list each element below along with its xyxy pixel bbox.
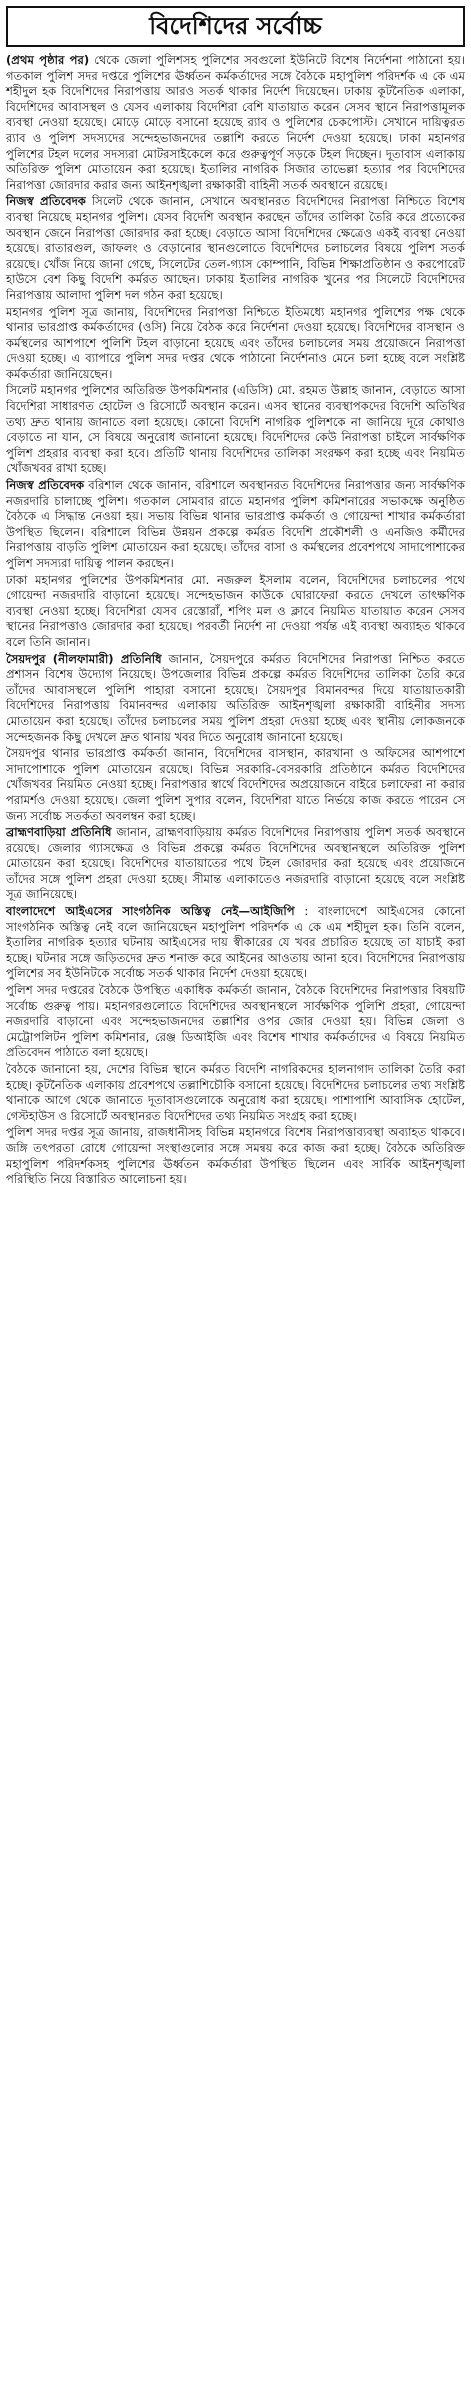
paragraph-lead: নিজস্ব প্রতিবেদক <box>6 194 86 209</box>
article-paragraph <box>6 904 465 982</box>
paragraph-text: থেকে জেলা পুলিশসহ পুলিশের সবগুলো ইউনিটে বিশেষ নির্দেশনা পাঠানো হয়। গতকাল পুলিশ সদর দপ্তরে পুলিশের ঊর্ধ্বতন কর্মকর্তাদের সঙ্গে বৈঠকে মহাপুলিশ পরিদর্শক এ কে এম শহীদুল হক বিদেশিদের নিরাপত্তায় আরও সতর্ক থাকার নির্দেশ দিয়েছেন। ঢাকায় কূটনৈতিক এলাকা, বিদেশিদের আবাসস্থল ও যেসব এলাকায় বিদেশিরা বেশি যাতায়াত করেন সেসব স্থানে নিরাপত্তামূলক ব্যবস্থা নেওয়া হয়েছে। মোড়ে মোড়ে বসানো হয়েছে র‍্যাব ও পুলিশের চেকপোস্ট। সেখানে দায়িত্বরত র‍্যাব ও পুলিশ সদস্যদের সন্দেহভাজনদের তল্লাশি করতে নির্দেশ দেওয়া হয়েছে। ঢাকা মহানগর পুলিশের টহল দলের সদস্যরা মোটরসাইকেলে করে গুরুত্বপূর্ণ সড়কে টহল দিচ্ছেন। দূতাবাস এলাকায় অতিরিক্ত পুলিশ মোতায়েন করা হয়েছে। ইতালির নাগরিক সিজার তাভেল্লা হত্যার পর বিদেশিদের নিরাপত্তা জোরদার করার জন্য আইনশৃঙ্খলা রক্ষাকারী বাহিনী সতর্ক অবস্থানে রয়েছে। <box>6 53 465 192</box>
paragraph-lead: বাংলাদেশে আইএসের সাংগঠনিক অস্তিত্ব নেই—আইজিপি <box>6 904 295 919</box>
article-paragraph <box>6 383 465 477</box>
article-paragraph <box>6 305 465 383</box>
paragraph-text: বরিশাল থেকে জানান, বরিশালে অবস্থানরত বিদেশিদের নিরাপত্তার জন্য সার্বক্ষণিক নজরদারি চালাচ্ছে পুলিশ। গতকাল সোমবার রাতে মহানগর পুলিশ কমিশনারের সভাকক্ষে অনুষ্ঠিত বৈঠকে এ সিদ্ধান্ত নেওয়া হয়। সভায় বিভিন্ন থানার ভারপ্রাপ্ত কর্মকর্তা ও গোয়েন্দা শাখার কর্মকর্তারা উপস্থিত ছিলেন। বরিশালে বিভিন্ন উন্নয়ন প্রকল্পে কর্মরত বিদেশি প্রকৌশলী ও এনজিও কর্মীদের নিরাপত্তায় বাড়তি পুলিশ মোতায়েন করা হয়েছে। তাঁদের বাসা ও কর্মস্থলের প্রবেশপথে সাদাপোশাকের পুলিশ সদস্যরা দায়িত্ব পালন করছেন। <box>6 478 465 570</box>
paragraph-text: বৈঠকে জানানো হয়, দেশের বিভিন্ন স্থানে কর্মরত বিদেশি নাগরিকদের হালনাগাদ তালিকা তৈরি করা হচ্ছে। কূটনৈতিক এলাকায় প্রবেশপথে তল্লাশিচৌকি বসানো হয়েছে। বিদেশিদের চলাচলের তথ্য সংশ্লিষ্ট থানাকে আগে থেকে জানাতে দূতাবাসগুলোকে অনুরোধ করা হয়েছে। পাশাপাশি আবাসিক হোটেল, গেস্টহাউস ও রিসোর্টে অবস্থানরত বিদেশিদের তথ্য নিয়মিত সংগ্রহ করা হচ্ছে। <box>6 1062 465 1123</box>
paragraph-text: সৈয়দপুর থানার ভারপ্রাপ্ত কর্মকর্তা জানান, বিদেশিদের বাসস্থান, কারখানা ও অফিসের আশপাশে সাদাপোশাকে পুলিশ মোতায়েন রয়েছে। বিভিন্ন সরকারি-বেসরকারি প্রতিষ্ঠানে কর্মরত বিদেশিদের খোঁজখবর নিয়মিত নেওয়া হচ্ছে। নিরাপত্তার স্বার্থে বিদেশিদের অপ্রয়োজনে বাইরে চলাফেরা না করার পরামর্শও দেওয়া হয়েছে। জেলা পুলিশ সুপার বলেন, বিদেশিরা যাতে নির্ভয়ে কাজ করতে পারেন সে জন্য সর্বোচ্চ সতর্কতা অবলম্বন করা হচ্ছে। <box>6 746 465 823</box>
article-paragraph <box>6 825 465 903</box>
paragraph-lead: ব্রাহ্মণবাড়িয়া প্রতিনিধি <box>6 825 112 840</box>
paragraph-text: সিলেট থেকে জানান, সেখানে অবস্থানরত বিদেশিদের নিরাপত্তা নিশ্চিতে বিশেষ ব্যবস্থা নিয়েছে মহানগর পুলিশ। যেসব বিদেশি অবস্থান করছেন তাঁদের তালিকা তৈরি করে প্রত্যেকের অবস্থান জেনে নিরাপত্তা জোরদার করা হচ্ছে। বেড়াতে আসা বিদেশিদের ক্ষেত্রেও একই ব্যবস্থা নেওয়া হয়েছে। রাতারগুল, জাফলং ও বেড়ানোর স্থানগুলোতে বিদেশিদের চলাচলের বিষয়ে পুলিশ সতর্ক রয়েছে। খোঁজ নিয়ে জানা গেছে, সিলেটের তেল-গ্যাস কোম্পানি, বিভিন্ন শিক্ষাপ্রতিষ্ঠান ও করপোরেট হাউসে বেশ কিছু বিদেশি কর্মরত আছেন। ঢাকায় ইতালির নাগরিক খুনের পর সিলেটে বিদেশিদের নিরাপত্তায় আলাদা পুলিশ দল গঠন করা হয়েছে। <box>6 194 466 302</box>
article-paragraph <box>6 53 465 193</box>
article-paragraph <box>6 194 465 303</box>
article-paragraph <box>6 652 465 746</box>
article-paragraph <box>6 478 465 572</box>
paragraph-lead: সৈয়দপুর (নীলফামারী) প্রতিনিধি <box>6 651 162 666</box>
article-paragraph <box>6 746 465 824</box>
paragraph-lead: (প্রথম পৃষ্ঠার পর) <box>6 53 90 67</box>
article-paragraph <box>6 1062 465 1124</box>
paragraph-text: : বাংলাদেশে আইএসের কোনো সাংগঠনিক অস্তিত্ব নেই বলে জানিয়েছেন মহাপুলিশ পরিদর্শক এ কে এম শহীদুল হক। তিনি বলেন, ইতালির নাগরিক হত্যার ঘটনায় আইএসের দায় স্বীকারের যে খবর প্রচারিত হয়েছে তা যাচাই করা হচ্ছে। ঘটনার সঙ্গে জড়িতদের দ্রুত শনাক্ত করে আইনের আওতায় আনা হবে। বিদেশিদের নিরাপত্তায় পুলিশের সব ইউনিটকে সর্বোচ্চ সতর্ক থাকার নির্দেশ দেওয়া হয়েছে। <box>6 904 465 981</box>
paragraph-text: সিলেট মহানগর পুলিশের অতিরিক্ত উপকমিশনার (এডিসি) মো. রহমত উল্লাহ জানান, বেড়াতে আসা বিদেশিরা সাধারণত হোটেল ও রিসোর্টে অবস্থান করেন। এসব স্থানের ব্যবস্থাপকদের বিদেশি অতিথির তথ্য দ্রুত থানায় জানাতে বলা হয়েছে। কোনো বিদেশি নাগরিক পুলিশকে না জানিয়ে দূরে কোথাও বেড়াতে না যান, সে বিষয়ে অনুরোধ জানানো হয়েছে। বিদেশিদের কেউ নিরাপত্তা চাইলে সার্বক্ষণিক পুলিশ প্রহরার ব্যবস্থা করা হবে। প্রতিটি থানায় বিদেশিদের তালিকা সংরক্ষণ করা হচ্ছে এবং নিয়মিত খোঁজখবর রাখা হচ্ছে। <box>6 383 465 476</box>
paragraph-text: মহানগর পুলিশ সূত্র জানায়, বিদেশিদের নিরাপত্তা নিশ্চিতে ইতিমধ্যে মহানগর পুলিশের পক্ষ থেকে থানার ভারপ্রাপ্ত কর্মকর্তাদের (ওসি) নিয়ে বৈঠক করে নির্দেশনা দেওয়া হয়েছে। বিদেশিদের বাসস্থান ও কর্মস্থলের আশপাশে পুলিশি টহল বাড়ানো হয়েছে এবং তাঁদের চলাচলের সময় প্রয়োজনে নিরাপত্তা দেওয়া হচ্ছে। এ ব্যাপারে পুলিশ সদর দপ্তর থেকে পাঠানো নির্দেশনাও মেনে চলা হচ্ছে বলে সংশ্লিষ্ট কর্মকর্তারা জানিয়েছেন। <box>6 304 465 381</box>
paragraph-lead: নিজস্ব প্রতিবেদক <box>6 478 85 493</box>
article-paragraph <box>6 983 465 1061</box>
headline: বিদেশিদের সর্বোচ্চ <box>6 6 465 47</box>
paragraph-text: পুলিশ সদর দপ্তর সূত্র জানায়, রাজধানীসহ বিভিন্ন মহানগরে বিশেষ নিরাপত্তাব্যবস্থা অব্যাহত থাকবে। জঙ্গি তৎপরতা রোধে গোয়েন্দা সংস্থাগুলোর সঙ্গে সমন্বয় করে কাজ করা হচ্ছে। বৈঠকে অতিরিক্ত মহাপুলিশ পরিদর্শকসহ পুলিশের ঊর্ধ্বতন কর্মকর্তারা উপস্থিত ছিলেন এবং সার্বিক আইনশৃঙ্খলা পরিস্থিতি নিয়ে বিস্তারিত আলোচনা হয়। <box>6 1125 465 1187</box>
article-body <box>6 53 465 1188</box>
paragraph-text: পুলিশ সদর দপ্তরের বৈঠকে উপস্থিত একাধিক কর্মকর্তা জানান, বৈঠকে বিদেশিদের নিরাপত্তার বিষয়টি সর্বোচ্চ গুরুত্ব পায়। মহানগরগুলোতে বিদেশিদের অবস্থানস্থলে সার্বক্ষণিক পুলিশি প্রহরা, গোয়েন্দা নজরদারি বাড়ানো এবং সন্দেহভাজনদের তল্লাশির ওপর জোর দেওয়া হয়। বিভিন্ন জেলা ও মেট্রোপলিটন পুলিশ কমিশনার, রেঞ্জ ডিআইজি এবং বিশেষ শাখার কর্মকর্তাদের এ বিষয়ে নিয়মিত প্রতিবেদন পাঠাতে বলা হয়েছে। <box>6 983 465 1060</box>
paragraph-text: জানান, ব্রাহ্মণবাড়িয়ায় কর্মরত বিদেশিদের নিরাপত্তায় পুলিশ সতর্ক অবস্থানে রয়েছে। জেলার গ্যাসক্ষেত্র ও বিভিন্ন প্রকল্পে কর্মরত বিদেশিদের অবস্থানস্থলে অতিরিক্ত পুলিশ মোতায়েন করা হয়েছে। বিদেশিদের যাতায়াতের পথে টহল জোরদার করা হয়েছে এবং প্রয়োজনে তাঁদের সঙ্গে পুলিশ প্রহরা দেওয়া হচ্ছে। সীমান্ত এলাকাতেও নজরদারি বাড়ানো হয়েছে বলে সংশ্লিষ্ট সূত্র জানিয়েছে। <box>6 825 465 902</box>
paragraph-text: জানান, সৈয়দপুরে কর্মরত বিদেশিদের নিরাপত্তা নিশ্চিত করতে প্রশাসন বিশেষ উদ্যোগ নিয়েছে। উপজেলার বিভিন্ন প্রকল্পে কর্মরত বিদেশিদের তালিকা তৈরি করে তাঁদের আবাসস্থলে পুলিশি পাহারা বসানো হয়েছে। সৈয়দপুর বিমানবন্দর দিয়ে যাতায়াতকারী বিদেশিদের নিরাপত্তায় বিমানবন্দর এলাকায় অতিরিক্ত আইনশৃঙ্খলা রক্ষাকারী বাহিনীর সদস্য মোতায়েন করা হয়েছে। তাঁদের চলাচলের সময় পুলিশ প্রহরা দেওয়া হচ্ছে এবং স্থানীয় লোকজনকে সন্দেহজনক কিছু দেখলে দ্রুত থানায় খবর দিতে অনুরোধ জানানো হয়েছে। <box>6 651 465 744</box>
article-paragraph <box>6 1125 465 1187</box>
article-paragraph <box>6 573 465 651</box>
paragraph-text: ঢাকা মহানগর পুলিশের উপকমিশনার মো. নজরুল ইসলাম বলেন, বিদেশিদের চলাচলের পথে গোয়েন্দা নজরদারি বাড়ানো হয়েছে। সন্দেহভাজন কাউকে ঘোরাফেরা করতে দেখলে তাৎক্ষণিক ব্যবস্থা নেওয়া হচ্ছে। বিদেশিরা যেসব রেস্তোরাঁ, শপিং মল ও ক্লাবে নিয়মিত যাতায়াত করেন সেসব স্থানের নিরাপত্তাও জোরদার করা হয়েছে। পরবর্তী নির্দেশ না দেওয়া পর্যন্ত এই ব্যবস্থা অব্যাহত থাকবে বলে তিনি জানান। <box>6 572 465 649</box>
